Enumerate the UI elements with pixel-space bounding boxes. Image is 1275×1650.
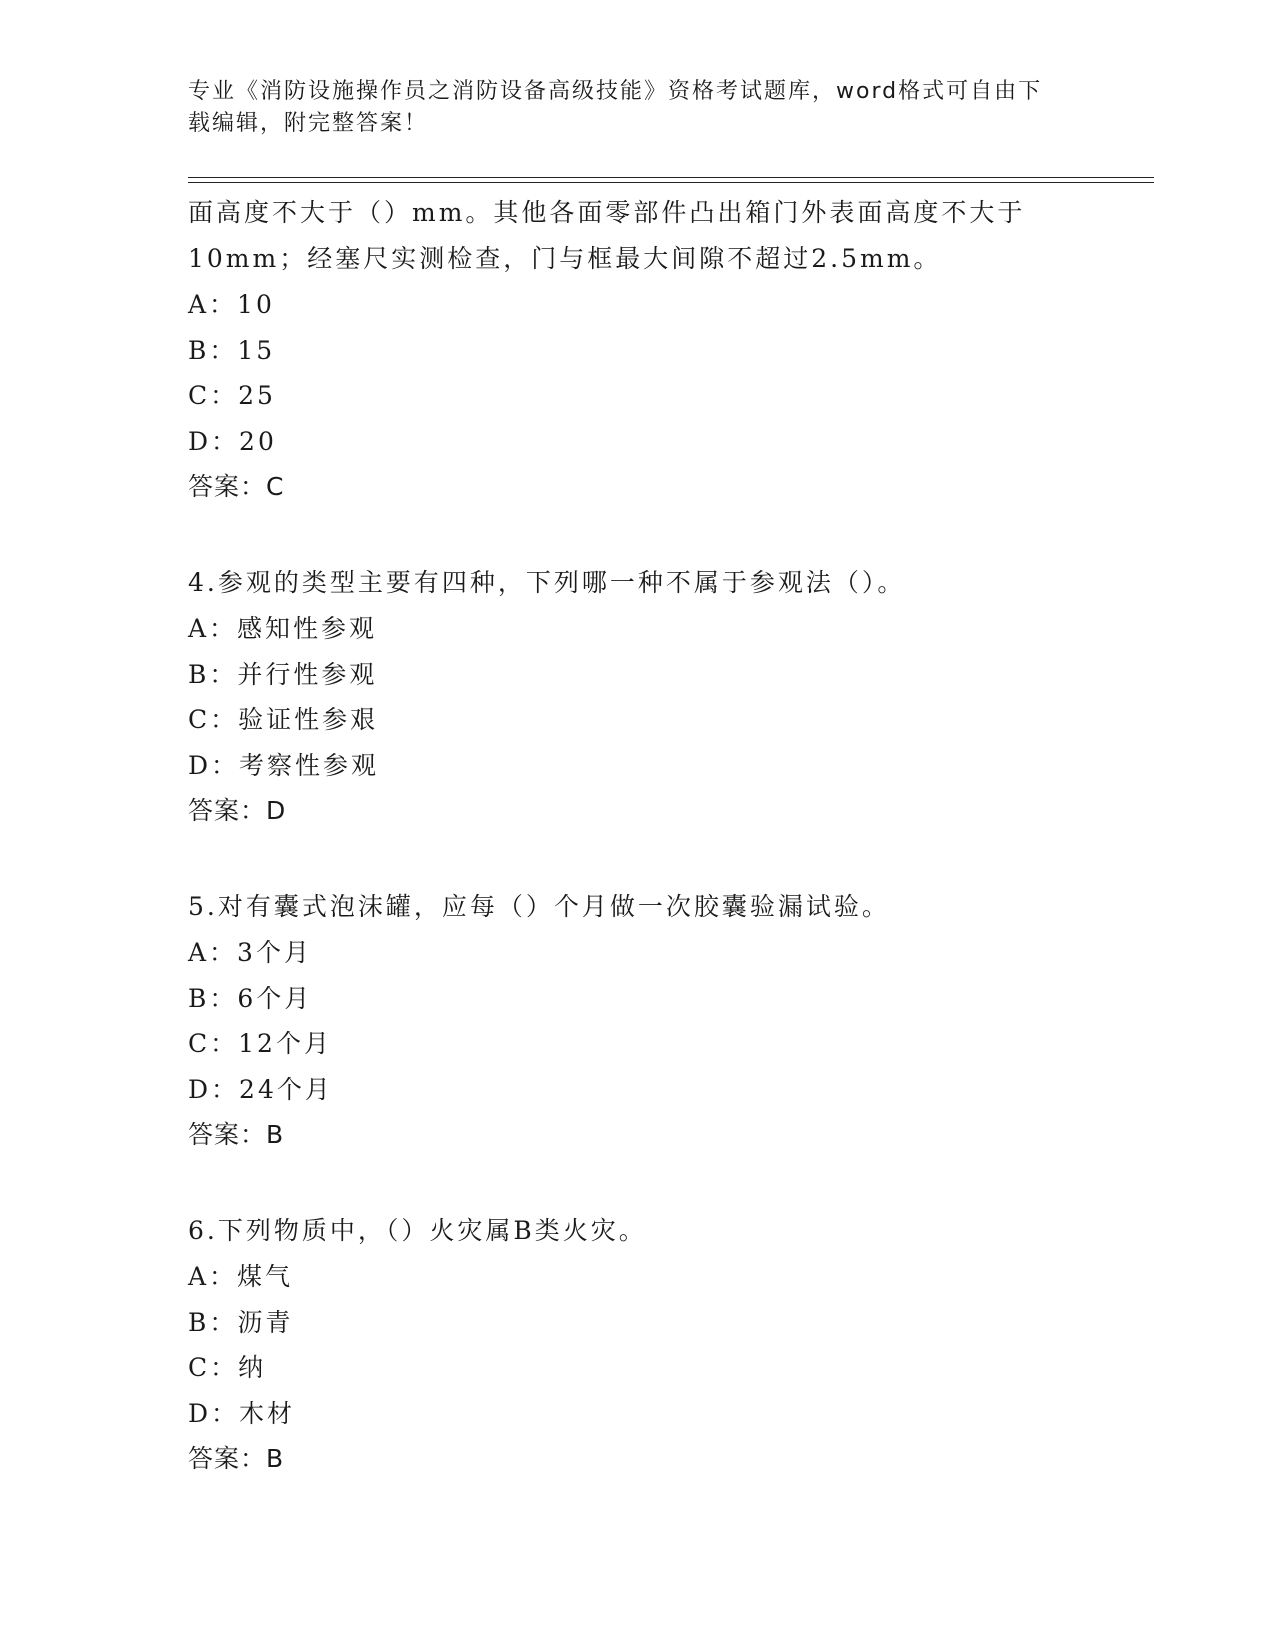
question-block-5 bbox=[188, 884, 1128, 1158]
option-d: D：24个月 bbox=[188, 1074, 333, 1104]
document-header bbox=[188, 76, 1088, 140]
option-c: C：验证性参艰 bbox=[188, 705, 379, 734]
question-text: 5.对有囊式泡沫罐，应每（）个月做一次胶囊验漏试验。 bbox=[188, 892, 890, 921]
option-a: A：10 bbox=[188, 290, 275, 319]
header-line-2: 载编辑，附完整答案！ bbox=[188, 111, 429, 136]
header-line-1: 专业《消防设施操作员之消防设备高级技能》资格考试题库，word格式可自由下 bbox=[188, 79, 1043, 104]
option-d: D：20 bbox=[188, 426, 277, 456]
option-b: B：15 bbox=[188, 335, 276, 365]
option-c: C：12个月 bbox=[188, 1029, 332, 1058]
answer-line: 答案：B bbox=[188, 1120, 285, 1149]
option-a: A：3个月 bbox=[188, 938, 312, 967]
question-text: 4.参观的类型主要有四种，下列哪一种不属于参观法（）。 bbox=[188, 568, 906, 597]
question-text-line: 10mm；经塞尺实测检查，门与框最大间隙不超过2.5mm。 bbox=[188, 244, 942, 273]
option-d: D：木材 bbox=[188, 1398, 296, 1428]
question-text-line: 面高度不大于（）mm。其他各面零部件凸出箱门外表面高度不大于 bbox=[188, 198, 1026, 227]
question-block-continued bbox=[188, 190, 1128, 510]
option-a: A：煤气 bbox=[188, 1262, 294, 1291]
option-b: B：并行性参观 bbox=[188, 659, 378, 689]
answer-line: 答案：D bbox=[188, 796, 287, 825]
answer-line: 答案：B bbox=[188, 1444, 285, 1473]
header-divider-bottom bbox=[188, 182, 1154, 183]
answer-line: 答案：C bbox=[188, 472, 285, 501]
option-c: C：纳 bbox=[188, 1353, 267, 1382]
question-block-6 bbox=[188, 1208, 1128, 1482]
question-list bbox=[188, 190, 1128, 1482]
option-d: D：考察性参观 bbox=[188, 750, 380, 780]
option-a: A：感知性参观 bbox=[188, 614, 378, 643]
header-divider-top bbox=[188, 177, 1154, 178]
question-text: 6.下列物质中，（）火灾属B类火灾。 bbox=[188, 1216, 647, 1245]
option-c: C：25 bbox=[188, 381, 276, 410]
question-block-4 bbox=[188, 560, 1128, 834]
option-b: B：沥青 bbox=[188, 1307, 294, 1337]
option-b: B：6个月 bbox=[188, 983, 313, 1013]
